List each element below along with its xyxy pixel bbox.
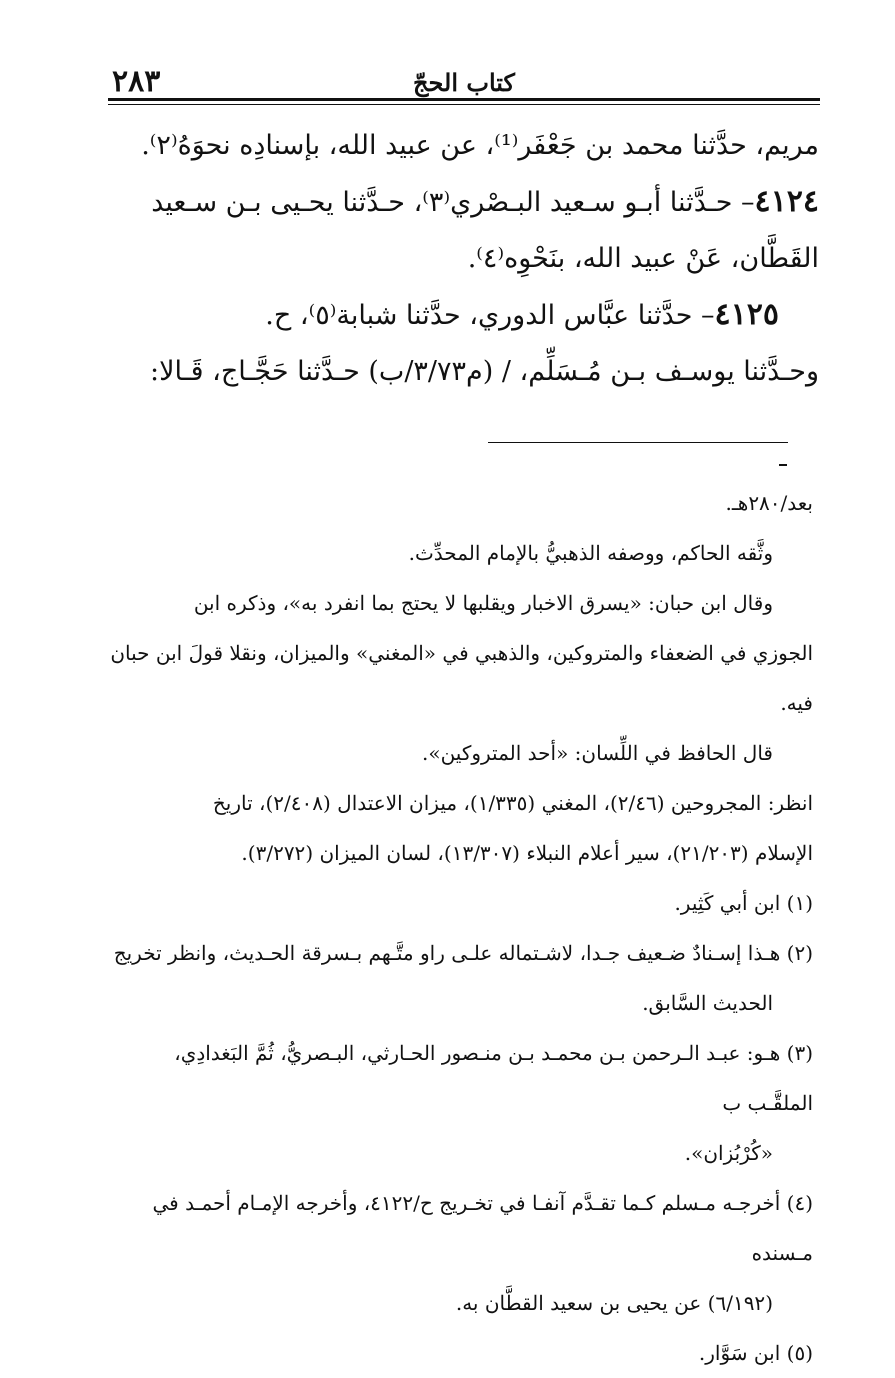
text-line: – حدَّثنا عبَّاس الدوري، حدَّثنا شبابة⁽٥⁾، ح. <box>265 300 715 331</box>
footnote-4-cont: (٦/١٩٢) عن يحيى بن سعيد القطَّان به. <box>455 1291 773 1315</box>
footnote-line: قال الحافظ في اللِّسان: «أحد المتروكين». <box>421 741 773 765</box>
footnote-line: وقال ابن حبان: «يسرق الاخبار ويقلبها لا يحتج بما انفرد به»، وذكره ابن <box>193 591 773 615</box>
footnote-line: الجوزي في الضعفاء والمتروكين، والذهبي في «المغني» والميزان، ونقلا قولَ ابن حبان فيه. <box>110 641 813 715</box>
footnotes <box>107 478 813 1378</box>
header-rule <box>108 98 820 101</box>
text-line: مريم، حدَّثنا محمد بن جَعْفَر⁽¹⁾، عن عبيد الله، بإسنادِه نحوَهُ⁽٢⁾. <box>141 130 819 161</box>
footnote-5: (٥) ابن سَوَّار. <box>698 1341 813 1365</box>
footnote-separator <box>488 442 788 443</box>
footnote-1: (١) ابن أبي كَثِير. <box>674 891 813 915</box>
running-title: كتاب الحجّ <box>413 68 515 97</box>
footnote-line: الإسلام (٢١/٢٠٣)، سير أعلام النبلاء (١٣/٣٠٧)، لسان الميزان (٣/٢٧٢). <box>241 841 813 865</box>
page-header <box>108 60 820 100</box>
hadith-number: ٤١٢٤ <box>754 184 819 219</box>
footnote-4: (٤) أخرجـه مـسلم كـما تقـدَّم آنفـا في تخـريج ح/٤١٢٢، وأخرجه الإمـام أحمـد في مـسنده <box>152 1191 813 1265</box>
text-line: القَطَّان، عَنْ عبيد الله، بنَحْوِه⁽٤⁾. <box>467 243 819 274</box>
footnote-line: وثَّقه الحاكم، ووصفه الذهبيُّ بالإمام المحدِّث. <box>408 541 773 565</box>
hadith-number: ٤١٢٥ <box>714 297 779 332</box>
footnote-3: (٣) هـو: عبـد الـرحمن بـن محمـد بـن منـصور الحـارثي، البـصريُّ، ثُمَّ البَغدادِي، الملقَّـب ب <box>174 1041 813 1115</box>
main-text <box>107 118 819 400</box>
page-number: ٢٨٣ <box>112 64 161 99</box>
footnote-line: انظر: المجروحين (٢/٤٦)، المغني (١/٣٣٥)، ميزان الاعتدال (٢/٤٠٨)، تاريخ <box>212 791 813 815</box>
footnote-2-cont: الحديث السَّابق. <box>642 991 773 1015</box>
footnote-3-cont: «كُرْبُزان». <box>684 1141 773 1165</box>
header-rule-thin <box>108 104 820 105</box>
footnote-line: بعد/٢٨٠هـ. <box>725 491 813 515</box>
footnote-2: (٢) هـذا إسـنادٌ ضـعيف جـدا، لاشـتماله علـى راو متَّـهم بـسرقة الحـديث، وانظر تخريج <box>113 941 813 965</box>
continuation-mark <box>779 464 787 466</box>
hadith-4125 <box>107 287 819 344</box>
text-line: وحـدَّثنا يوسـف بـن مُـسَلِّم، / (م٣/٧٣/ب) حـدَّثنا حَجَّـاج، قَـالا: <box>150 356 819 387</box>
text-line: – حـدَّثنا أبـو سـعيد البـصْري⁽٣⁾، حـدَّثنا يحـيى بـن سـعيد <box>151 187 755 218</box>
hadith-4124 <box>107 174 819 231</box>
